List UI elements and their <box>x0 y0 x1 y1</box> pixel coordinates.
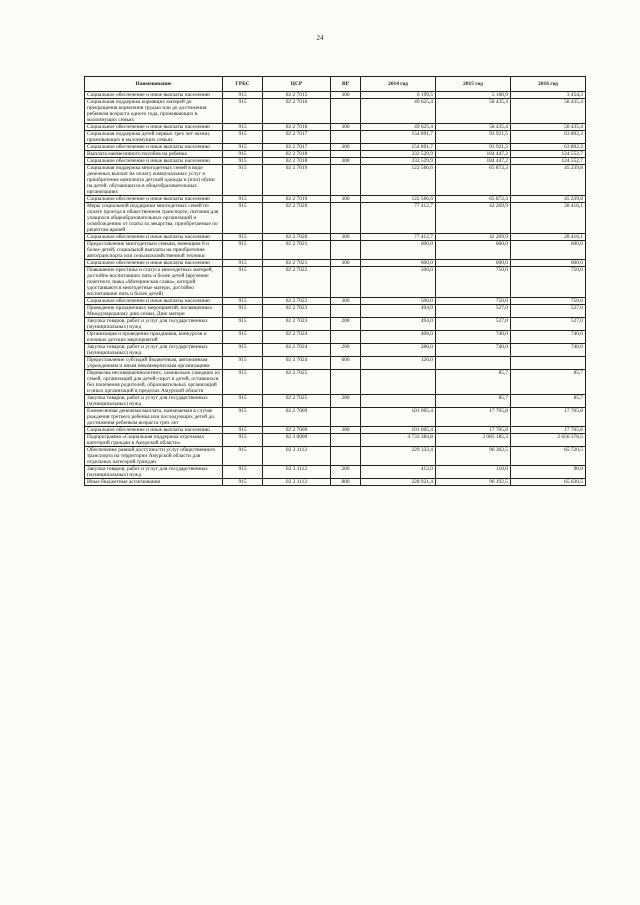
row-csr: 02 2 7015 <box>263 92 331 99</box>
row-value-2014: 154 891,7 <box>361 144 436 151</box>
row-csr: 02 2 7021 <box>263 260 331 267</box>
row-value-2015: 85,7 <box>436 370 511 395</box>
table-row <box>85 203 586 234</box>
row-csr: 02 2 7017 <box>263 144 331 151</box>
row-value-2014: 120,0 <box>361 357 436 370</box>
table-row <box>85 144 586 151</box>
row-csr: 02 2 7025 <box>263 395 331 408</box>
row-value-2014: 154 891,7 <box>361 131 436 144</box>
row-value-2016: 17 705,8 <box>511 408 586 427</box>
header-grbs: ГРБС <box>223 77 263 92</box>
row-value-2015: 17 705,8 <box>436 427 511 434</box>
row-value-2014: 412,0 <box>361 466 436 479</box>
table-row <box>85 344 586 357</box>
row-grbs: 915 <box>223 357 263 370</box>
row-csr: 02 2 7018 <box>263 151 331 158</box>
header-csr: ЦСР <box>263 77 331 92</box>
row-name: Предоставление субсидий бюджетным, автономным учреждениям и иным некоммерческим организациям <box>85 357 223 370</box>
row-grbs: 915 <box>223 370 263 395</box>
header-name: Наименование <box>85 77 223 92</box>
table-row <box>85 370 586 395</box>
table-row <box>85 427 586 434</box>
row-value-2014: 49 625,4 <box>361 99 436 124</box>
row-name: Подпрограмма «Социальная поддержка отдельных категорий граждан в Амурской области» <box>85 434 223 447</box>
table-row <box>85 92 586 99</box>
row-vr: 300 <box>331 92 361 99</box>
row-csr: 02 2 7021 <box>263 241 331 260</box>
row-csr: 02 2 7019 <box>263 196 331 203</box>
table-row <box>85 196 586 203</box>
table-row <box>85 395 586 408</box>
row-value-2015: 600,0 <box>436 260 511 267</box>
row-vr: 600 <box>331 357 361 370</box>
row-vr: 200 <box>331 318 361 331</box>
row-vr <box>331 203 361 234</box>
row-value-2014: 500,0 <box>361 267 436 298</box>
table-row <box>85 305 586 318</box>
row-value-2016: 58 435,4 <box>511 99 586 124</box>
row-csr: 02 2 7069 <box>263 427 331 434</box>
page-number: 24 <box>316 34 324 42</box>
table-row <box>85 260 586 267</box>
row-grbs: 915 <box>223 318 263 331</box>
row-name: Социальное обеспечение и иные выплаты населению <box>85 92 223 99</box>
table-header-row <box>85 77 586 92</box>
table-row <box>85 241 586 260</box>
row-value-2014: 332 529,9 <box>361 158 436 165</box>
row-grbs: 915 <box>223 144 263 151</box>
row-vr <box>331 408 361 427</box>
row-vr: 200 <box>331 395 361 408</box>
row-name: Организация и проведение праздников, конкурсов и елочных детских мероприятий <box>85 331 223 344</box>
row-value-2015: 42 269,9 <box>436 203 511 234</box>
row-value-2016: 527,0 <box>511 305 586 318</box>
row-vr: 300 <box>331 158 361 165</box>
row-name: Социальное обеспечение и иные выплаты населению <box>85 196 223 203</box>
row-value-2016: 28 416,1 <box>511 203 586 234</box>
row-value-2014: 600,0 <box>361 241 436 260</box>
row-value-2015: 65 872,3 <box>436 165 511 196</box>
row-value-2014: 408,0 <box>361 331 436 344</box>
row-value-2015: 527,0 <box>436 318 511 331</box>
row-name: Проведение праздничных мероприятий, посвященных Международному дню семьи, Дню матери <box>85 305 223 318</box>
row-grbs: 915 <box>223 241 263 260</box>
row-csr: 02 3 1112 <box>263 479 331 486</box>
row-value-2015: 750,0 <box>436 298 511 305</box>
row-grbs: 915 <box>223 92 263 99</box>
row-name: Социальное обеспечение и иные выплаты населению <box>85 124 223 131</box>
row-name: Закупка товаров, работ и услуг для государственных (муниципальных) нужд <box>85 344 223 357</box>
row-value-2014: 101 005,4 <box>361 427 436 434</box>
row-name: Социальная поддержка многодетных семей в виде денежных выплат на оплату коммунальных услуг и приобретение комплекта детской одежды и (или) обуви на детей, обучающихся в общеобразовательных организациях <box>85 165 223 196</box>
table-row <box>85 99 586 124</box>
row-csr: 02 2 7023 <box>263 318 331 331</box>
table-row <box>85 234 586 241</box>
row-name: Иные бюджетные ассигнования <box>85 479 223 486</box>
table-row <box>85 267 586 298</box>
row-vr <box>331 131 361 144</box>
row-csr: 02 2 7024 <box>263 344 331 357</box>
row-csr: 02 2 7019 <box>263 165 331 196</box>
row-vr <box>331 267 361 298</box>
row-vr <box>331 165 361 196</box>
row-vr <box>331 434 361 447</box>
row-value-2014: 228 921,4 <box>361 479 436 486</box>
row-name: Социальное обеспечение и иные выплаты населению <box>85 144 223 151</box>
table-row <box>85 408 586 427</box>
row-name: Социальная поддержка детей первых трех лет жизни, проживающих в малоимущих семьях <box>85 131 223 144</box>
row-value-2016: 750,0 <box>511 298 586 305</box>
table-row <box>85 318 586 331</box>
row-csr: 02 2 7025 <box>263 370 331 395</box>
row-value-2015 <box>436 357 511 370</box>
row-grbs: 915 <box>223 165 263 196</box>
table-row <box>85 124 586 131</box>
row-value-2016: 527,0 <box>511 318 586 331</box>
row-grbs: 915 <box>223 260 263 267</box>
row-grbs: 915 <box>223 331 263 344</box>
row-name: Обеспечение равной доступности услуг общественного транспорта на территории Амурской области для отдельных категорий граждан <box>85 447 223 466</box>
row-csr: 02 3 1112 <box>263 447 331 466</box>
table-row <box>85 434 586 447</box>
header-vr: ВР <box>331 77 361 92</box>
row-value-2015: 600,0 <box>436 241 511 260</box>
row-vr: 300 <box>331 234 361 241</box>
row-value-2015: 5 160,9 <box>436 92 511 99</box>
row-vr: 200 <box>331 344 361 357</box>
table-row <box>85 165 586 196</box>
row-value-2016: 17 705,8 <box>511 427 586 434</box>
row-grbs: 915 <box>223 234 263 241</box>
table-row <box>85 131 586 144</box>
row-value-2016: 28 416,1 <box>511 234 586 241</box>
row-value-2016: 85,7 <box>511 370 586 395</box>
row-grbs: 915 <box>223 344 263 357</box>
row-value-2015: 740,0 <box>436 344 511 357</box>
row-csr: 02 2 7020 <box>263 234 331 241</box>
row-grbs: 915 <box>223 305 263 318</box>
row-csr: 02 2 7020 <box>263 203 331 234</box>
row-csr: 02 3 0000 <box>263 434 331 447</box>
row-name: Социальное обеспечение и иные выплаты населению <box>85 427 223 434</box>
row-value-2015: 110,0 <box>436 466 511 479</box>
row-csr: 02 2 7018 <box>263 158 331 165</box>
row-value-2016: 2 656 376,5 <box>511 434 586 447</box>
header-2014: 2014 год <box>361 77 436 92</box>
row-vr: 300 <box>331 427 361 434</box>
row-vr: 300 <box>331 298 361 305</box>
row-value-2016: 124 552,7 <box>511 151 586 158</box>
row-name: Социальная поддержка кормящих матерей до прекращения кормления грудью или до достижения ребенком возраста одного года, проживающих в малоимущих семьях <box>85 99 223 124</box>
row-value-2016: 65 630,5 <box>511 479 586 486</box>
table-row <box>85 357 586 370</box>
row-value-2016: 3 454,3 <box>511 92 586 99</box>
table-row <box>85 447 586 466</box>
row-value-2014: 494,0 <box>361 305 436 318</box>
row-value-2015: 93 921,5 <box>436 144 511 151</box>
row-name: Ежемесячная денежная выплата, назначаемая в случае рождения третьего ребенка или последующих детей до достижения ребенком возраста трех лет <box>85 408 223 427</box>
row-value-2014: 122 566,6 <box>361 165 436 196</box>
row-value-2014: 332 529,9 <box>361 151 436 158</box>
row-value-2016: 85,7 <box>511 395 586 408</box>
row-name: Социальное обеспечение и иные выплаты населению <box>85 298 223 305</box>
row-value-2015: 740,0 <box>436 331 511 344</box>
row-value-2014: 122 566,6 <box>361 196 436 203</box>
row-value-2015: 184 447,2 <box>436 158 511 165</box>
row-value-2015: 85,7 <box>436 395 511 408</box>
row-vr <box>331 241 361 260</box>
row-value-2014: 77 412,7 <box>361 234 436 241</box>
row-name: Социальное обеспечение и иные выплаты населению <box>85 158 223 165</box>
row-value-2014: 494,0 <box>361 318 436 331</box>
row-csr: 02 3 1112 <box>263 466 331 479</box>
table-body <box>85 92 586 486</box>
row-grbs: 915 <box>223 395 263 408</box>
row-vr: 800 <box>331 479 361 486</box>
row-grbs: 915 <box>223 131 263 144</box>
row-name: Социальное обеспечение и иные выплаты населению <box>85 260 223 267</box>
row-csr: 02 2 7069 <box>263 408 331 427</box>
row-value-2016: 740,0 <box>511 331 586 344</box>
row-grbs: 915 <box>223 466 263 479</box>
row-name: Повышение престижа и статуса многодетных матерей, достойно воспитавших пять и более детей (вручение почетного знака «Материнская слава», которой удостаиваются многодетные матери, достойно воспитавшие пять и более детей) <box>85 267 223 298</box>
row-vr: 200 <box>331 466 361 479</box>
row-name: Социальное обеспечение и иные выплаты населению <box>85 234 223 241</box>
row-grbs: 915 <box>223 124 263 131</box>
row-grbs: 915 <box>223 99 263 124</box>
table-row <box>85 158 586 165</box>
row-vr: 300 <box>331 260 361 267</box>
row-value-2015: 3 085 185,3 <box>436 434 511 447</box>
row-grbs: 915 <box>223 408 263 427</box>
row-grbs: 915 <box>223 267 263 298</box>
row-csr: 02 2 7016 <box>263 99 331 124</box>
row-value-2014 <box>361 395 436 408</box>
row-csr: 02 2 7016 <box>263 124 331 131</box>
row-csr: 02 2 7022 <box>263 298 331 305</box>
row-grbs: 915 <box>223 203 263 234</box>
row-vr: 300 <box>331 124 361 131</box>
row-value-2016: 63 892,3 <box>511 131 586 144</box>
row-value-2014: 288,0 <box>361 344 436 357</box>
row-value-2015: 93 921,5 <box>436 131 511 144</box>
row-grbs: 915 <box>223 434 263 447</box>
row-value-2016: 45 239,8 <box>511 196 586 203</box>
row-name: Выплата ежемесячного пособия на ребенка <box>85 151 223 158</box>
row-value-2016: 58 435,4 <box>511 124 586 131</box>
row-value-2014: 229 333,4 <box>361 447 436 466</box>
row-csr: 02 2 7022 <box>263 267 331 298</box>
row-value-2016: 740,0 <box>511 344 586 357</box>
row-value-2016 <box>511 357 586 370</box>
header-2016: 2016 год <box>511 77 586 92</box>
table-row <box>85 151 586 158</box>
row-value-2014: 4 733 384,8 <box>361 434 436 447</box>
row-value-2015: 527,0 <box>436 305 511 318</box>
row-vr <box>331 331 361 344</box>
row-name: Перевозка несовершеннолетних, самовольно ушедших из семей, организаций для детей-сирот и детей, оставшихся без попечения родителей, образовательных организаций и иных организаций в пределах Амурской области <box>85 370 223 395</box>
row-name: Закупка товаров, работ и услуг для государственных (муниципальных) нужд <box>85 466 223 479</box>
row-value-2014: 6 199,5 <box>361 92 436 99</box>
row-grbs: 915 <box>223 298 263 305</box>
row-value-2015: 184 447,2 <box>436 151 511 158</box>
row-grbs: 915 <box>223 158 263 165</box>
row-csr: 02 2 7024 <box>263 357 331 370</box>
row-value-2016: 600,0 <box>511 241 586 260</box>
row-csr: 02 2 7023 <box>263 305 331 318</box>
table-row <box>85 479 586 486</box>
table-row <box>85 298 586 305</box>
row-value-2014: 77 412,7 <box>361 203 436 234</box>
row-grbs: 915 <box>223 447 263 466</box>
row-grbs: 915 <box>223 479 263 486</box>
row-name: Закупка товаров, работ и услуг для государственных (муниципальных) нужд <box>85 318 223 331</box>
row-value-2016: 63 892,3 <box>511 144 586 151</box>
row-vr <box>331 447 361 466</box>
row-vr: 300 <box>331 196 361 203</box>
row-value-2015: 96 192,5 <box>436 479 511 486</box>
table-row <box>85 466 586 479</box>
row-value-2016: 750,0 <box>511 267 586 298</box>
row-value-2015: 96 302,5 <box>436 447 511 466</box>
row-value-2015: 65 872,3 <box>436 196 511 203</box>
row-value-2016: 65 720,5 <box>511 447 586 466</box>
row-vr: 300 <box>331 144 361 151</box>
row-vr <box>331 305 361 318</box>
row-grbs: 915 <box>223 151 263 158</box>
row-value-2015: 58 435,4 <box>436 99 511 124</box>
row-value-2015: 58 435,4 <box>436 124 511 131</box>
row-value-2016: 124 552,7 <box>511 158 586 165</box>
row-grbs: 915 <box>223 196 263 203</box>
header-2015: 2015 год <box>436 77 511 92</box>
row-value-2016: 90,0 <box>511 466 586 479</box>
row-grbs: 915 <box>223 427 263 434</box>
budget-table <box>84 76 586 486</box>
table-row <box>85 331 586 344</box>
row-value-2014: 101 005,4 <box>361 408 436 427</box>
row-value-2015: 750,0 <box>436 267 511 298</box>
row-vr <box>331 99 361 124</box>
row-value-2016: 45 239,8 <box>511 165 586 196</box>
row-value-2015: 42 269,9 <box>436 234 511 241</box>
row-value-2015: 17 705,8 <box>436 408 511 427</box>
row-value-2014 <box>361 370 436 395</box>
row-csr: 02 2 7024 <box>263 331 331 344</box>
row-value-2014: 500,0 <box>361 298 436 305</box>
row-csr: 02 2 7017 <box>263 131 331 144</box>
row-name: Меры социальной поддержки многодетных семей по оплате проезда в общественном транспорте, питания для учащихся общеобразовательных организаций и освобождению от платы за лекарства, приобретаемые по рецептам врачей <box>85 203 223 234</box>
row-value-2016: 600,0 <box>511 260 586 267</box>
row-name: Закупка товаров, работ и услуг для государственных (муниципальных) нужд <box>85 395 223 408</box>
row-vr <box>331 370 361 395</box>
row-value-2014: 49 625,4 <box>361 124 436 131</box>
row-name: Предоставление многодетным семьям, имеющим 8 и более детей, социальной выплаты на приобретение автотранспорта или сельскохозяйственной техники <box>85 241 223 260</box>
row-value-2014: 600,0 <box>361 260 436 267</box>
row-vr <box>331 151 361 158</box>
